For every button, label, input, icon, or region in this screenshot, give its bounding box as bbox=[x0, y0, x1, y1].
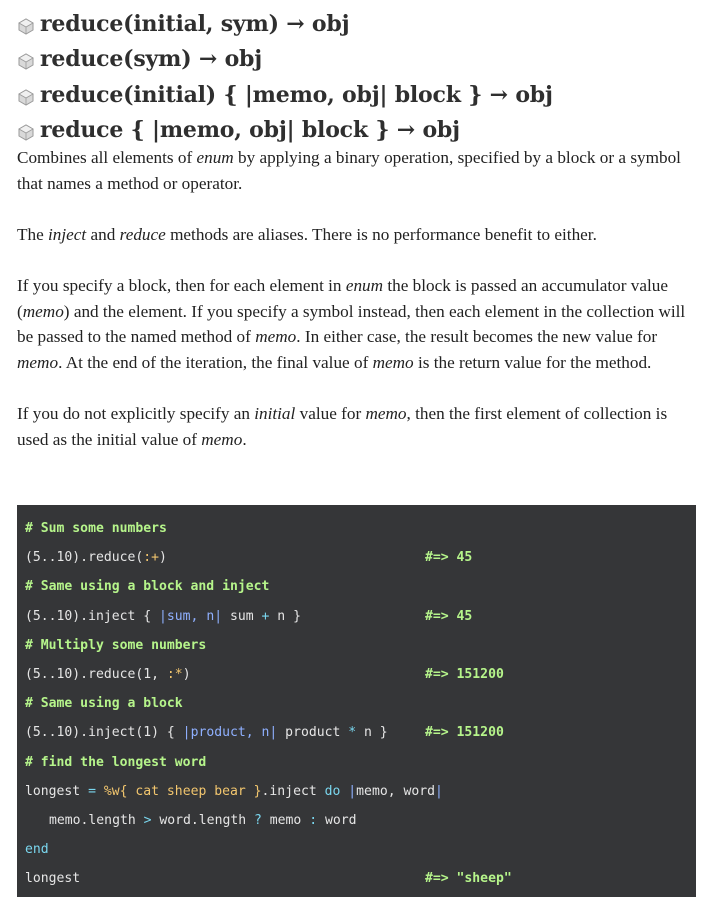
code-comment: # Multiply some numbers bbox=[25, 637, 207, 653]
code-line bbox=[25, 748, 696, 777]
ruby-gem-icon bbox=[15, 86, 37, 108]
code-line: (5..10).inject(1) { |product, n| product * n } #=> 151200 bbox=[25, 718, 696, 747]
code-line: end bbox=[25, 842, 49, 858]
description-paragraph: Combines all elements of enum by applying a binary operation, specified by a block or a symbol that names a method or operator. bbox=[17, 148, 681, 193]
method-signatures bbox=[15, 6, 553, 148]
method-signature bbox=[15, 6, 553, 42]
ruby-gem-icon bbox=[15, 50, 37, 72]
signature-text: reduce { |memo, obj| block } → obj bbox=[40, 117, 460, 144]
code-line: longest #=> "sheep" bbox=[25, 864, 696, 893]
code-comment: # Same using a block bbox=[25, 696, 183, 712]
code-line bbox=[25, 572, 696, 601]
description-paragraph: If you specify a block, then for each element in enum the block is passed an accumulator value (memo) and the element. If you specify a symbol instead, then each element in the collection will be passed to the named method of memo. In either case, the result becomes the new value for memo. At the end of the iteration, the final value of memo is the return value for the method. bbox=[17, 275, 686, 372]
ruby-gem-icon bbox=[15, 15, 37, 37]
code-result: #=> 151200 bbox=[425, 666, 504, 682]
signature-text: reduce(sym) → obj bbox=[40, 46, 262, 73]
code-comment: # Sum some numbers bbox=[25, 521, 167, 536]
code-comment: # Same using a block and inject bbox=[25, 579, 270, 595]
code-comment: # find the longest word bbox=[25, 754, 207, 770]
code-result: #=> 45 bbox=[425, 608, 473, 624]
code-line: memo.length > word.length ? memo : word bbox=[49, 812, 357, 828]
code-example[interactable] bbox=[17, 505, 696, 897]
method-signature bbox=[15, 42, 553, 78]
description-paragraph: If you do not explicitly specify an initial value for memo, then the first element of collection is used as the initial value of memo. bbox=[17, 403, 668, 449]
code-line: (5..10).reduce(:+) #=> 45 bbox=[25, 543, 696, 572]
method-signature bbox=[15, 77, 553, 113]
code-line: (5..10).inject { |sum, n| sum + n } #=> 45 bbox=[25, 602, 696, 631]
code-result: #=> 45 bbox=[425, 550, 473, 566]
code-result: #=> "sheep" bbox=[425, 871, 512, 887]
code-result: #=> 151200 bbox=[425, 725, 504, 741]
signature-text: reduce(initial) { |memo, obj| block } → obj bbox=[40, 81, 553, 108]
method-description bbox=[17, 145, 702, 478]
code-line bbox=[25, 689, 696, 718]
description-paragraph: The inject and reduce methods are aliases. There is no performance benefit to either. bbox=[17, 224, 597, 244]
ruby-gem-icon bbox=[15, 121, 37, 143]
method-signature bbox=[15, 113, 553, 149]
code-line: longest = %w{ cat sheep bear }.inject do |memo, word| bbox=[25, 783, 443, 799]
code-line bbox=[25, 514, 696, 543]
code-line: (5..10).reduce(1, :*) #=> 151200 bbox=[25, 660, 696, 689]
code-line bbox=[25, 631, 696, 660]
signature-text: reduce(initial, sym) → obj bbox=[40, 10, 350, 37]
